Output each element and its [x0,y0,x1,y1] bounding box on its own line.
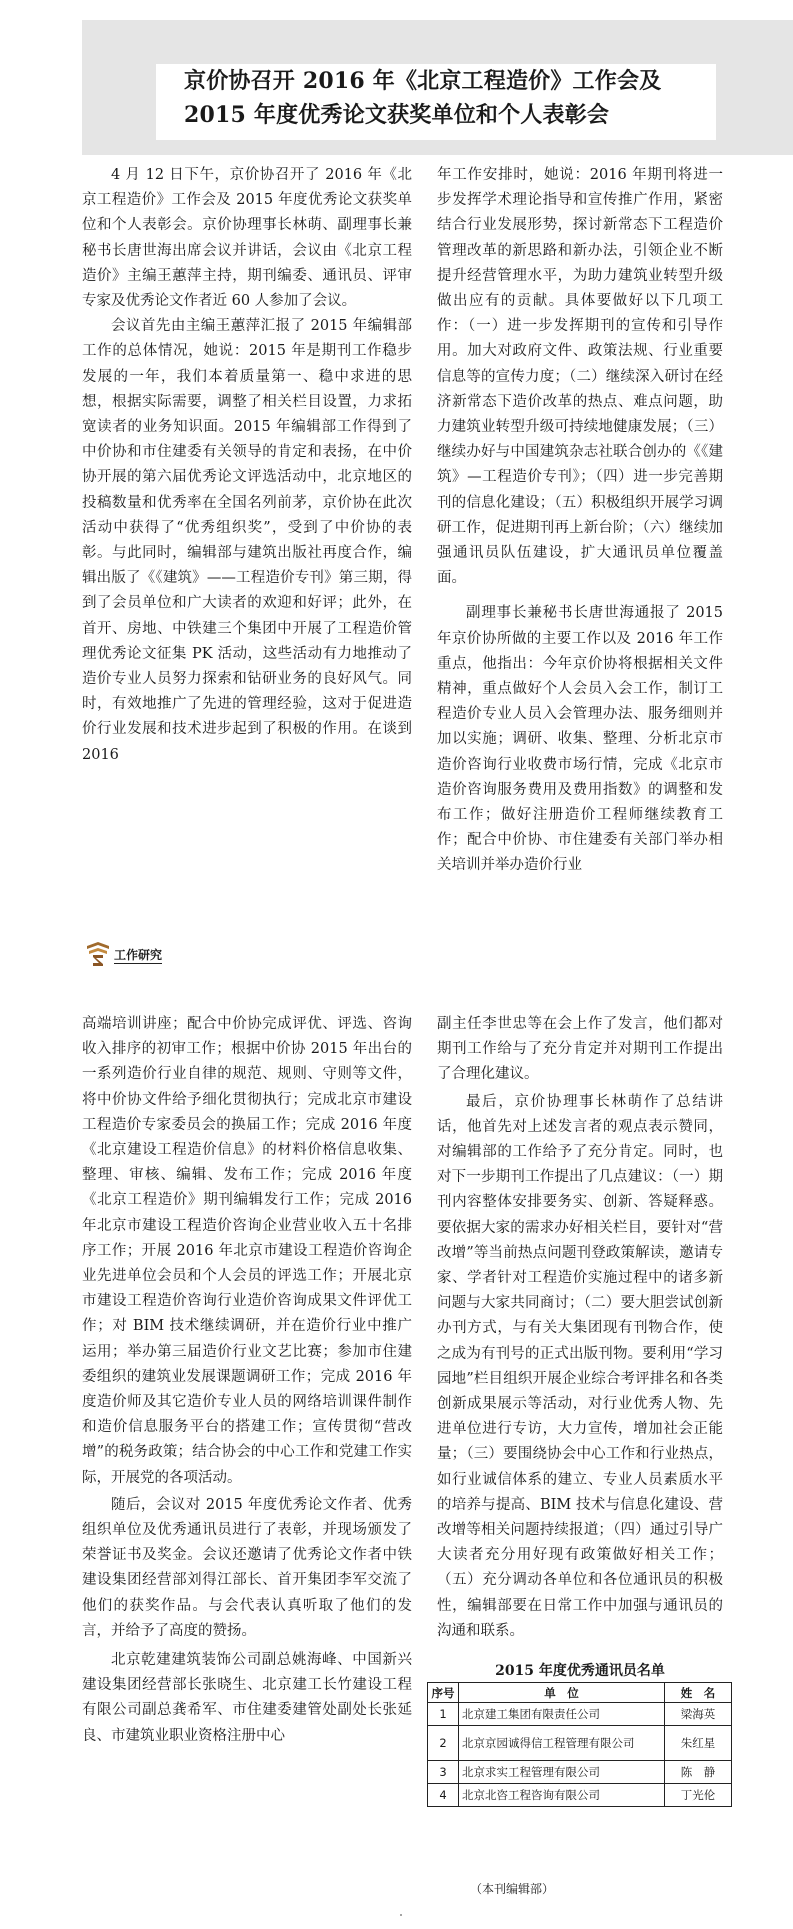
title-line-2: 2015 年度优秀论文获奖单位和个人表彰会 [184,102,610,128]
body-column-bottom-right [437,1012,723,1644]
paragraph: 高端培训讲座；配合中价协完成评优、评选、咨询收入排序的初审工作；根据中价协 2015 年出台的一系列造价行业自律的规范、规则、守则等文件，将中价协文件给予细化贯彻执行；完成北京市建设工程造价专家委员会的换届工作；完成 2016 年度《北京建设工程造价信息》的材料价格信息收集、整理、审核、编辑、发布工作；完成 2016 年度《北京工程造价》期刊编辑发行工作；完成 2016 年北京市建设工程造价咨询企业营业收入五十名排序工作；开展 2016 年北京市建设工程造价咨询企业先进单位会员和个人会员的评选工作；开展北京市建设工程造价咨询行业造价咨询成果文件评优工作；对 BIM 技术继续调研，并在造价行业中推广运用；举办第三届造价行业文艺比赛；参加市住建委组织的建筑业发展课题调研工作；完成 2016 年度造价师及其它造价专业人员的网络培训课件制作和造价信息服务平台的搭建工作；宣传贯彻“营改增”的税务政策；结合协会的中心工作和党建工作实际，开展党的各项活动。 [82,1016,412,1486]
table-row [428,1784,732,1807]
row-name: 朱红星 [665,1726,732,1761]
section-label: 工作研究 [114,948,163,962]
table-row [428,1703,732,1726]
body-column-top-right [437,163,723,879]
column-header: 单 位 [459,1683,665,1703]
row-unit: 北京北咨工程咨询有限公司 [459,1784,665,1807]
article-title [156,64,716,140]
table-row [428,1761,732,1784]
row-number: 1 [428,1703,459,1726]
row-unit: 北京求实工程管理有限公司 [459,1761,665,1784]
column-header: 姓 名 [665,1683,732,1703]
row-unit: 北京京园诚得信工程管理有限公司 [459,1726,665,1761]
page-dot [400,1914,402,1916]
title-line-1: 京价协召开 2016 年《北京工程造价》工作会及 [184,68,662,94]
row-name: 陈 静 [665,1761,732,1784]
table-row [428,1726,732,1761]
row-number: 3 [428,1761,459,1784]
logo-emblem-icon [84,940,112,968]
row-number: 2 [428,1726,459,1761]
body-column-top-left [82,163,412,768]
paragraph: 副理事长兼秘书长唐世海通报了 2015 年京价协所做的主要工作以及 2016 年工作重点，他指出：今年京价协将根据相关文件精神，重点做好个人会员入会工作，制订工程造价专业人员入会管理办法、服务细则并加以实施；调研、收集、整理、分析北京市造价咨询行业收费市场行情，完成《北京市造价咨询服务费用及费用指数》的调整和发布工作；做好注册造价工程师继续教育工作；配合中价协、市住建委有关部门举办相关培训并举办造价行业 [437,605,723,874]
row-number: 4 [428,1784,459,1807]
paragraph: 副主任李世忠等在会上作了发言，他们都对期刊工作给与了充分肯定并对期刊工作提出了合理化建议。 [437,1016,723,1083]
paragraph: 最后，京价协理事长林萌作了总结讲话，他首先对上述发言者的观点表示赞同，对编辑部的工作给予了充分肯定。同时，也对下一步期刊工作提出了几点建议：（一）期刊内容整体安排要务实、创新、答疑释惑。要依据大家的需求办好相关栏目，要针对“营改增”等当前热点问题刊登政策解读，邀请专家、学者针对工程造价实施过程中的诸多新问题与大家共同商讨；（二）要大胆尝试创新办刊方式，与有关大集团现有刊物合作，使之成为有刊号的正式出版刊物。要利用“学习园地”栏目组织开展企业综合考评排名和各类创新成果展示等活动，对行业优秀人物、先进单位进行专访，大力宣传，增加社会正能量；（三）要围绕协会中心工作和行业热点，如行业诚信体系的建立、专业人员素质水平的培养与提高、BIM 技术与信息化建设、营改增等相关问题持续报道；（四）通过引导广大读者充分用好现有政策做好相关工作；（五）充分调动各单位和各位通讯员的积极性，编辑部要在日常工作中加强与通讯员的沟通和联系。 [437,1093,723,1639]
row-name: 丁光伦 [665,1784,732,1807]
row-name: 梁海英 [665,1703,732,1726]
editor-note: （本刊编辑部） [470,1882,555,1896]
correspondent-table [427,1682,732,1807]
body-column-bottom-left [82,1012,412,1749]
paragraph: 4 月 12 日下午，京价协召开了 2016 年《北京工程造价》工作会及 2015 年度优秀论文获奖单位和个人表彰会。京价协理事长林萌、副理事长兼秘书长唐世海出席会议并讲话，会议由《北京工程造价》主编王蕙萍主持，期刊编委、通讯员、评审专家及优秀论文作者近 60 人参加了会议。 [82,167,412,310]
paragraph: 年工作安排时，她说：2016 年期刊将进一步发挥学术理论指导和宣传推广作用，紧密结合行业发展形势，探讨新常态下工程造价管理改革的新思路和新办法，引领企业不断提升经营管理水平，为助力建筑业转型升级做出应有的贡献。具体要做好以下几项工作：（一）进一步发挥期刊的宣传和引导作用。加大对政府文件、政策法规、行业重要信息等的宣传力度；（二）继续深入研讨在经济新常态下造价改革的热点、难点问题，助力建筑业转型升级可持续地健康发展；（三）继续办好与中国建筑杂志社联合创办的《《建筑》—工程造价专刊》；（四）进一步完善期刊的信息化建设；（五）积极组织开展学习调研工作，促进期刊再上新台阶；（六）继续加强通讯员队伍建设，扩大通讯员单位覆盖面。 [437,167,723,587]
table-header-row [428,1683,732,1703]
row-unit: 北京建工集团有限责任公司 [459,1703,665,1726]
paragraph: 会议首先由主编王蕙萍汇报了 2015 年编辑部工作的总体情况，她说：2015 年是期刊工作稳步发展的一年，我们本着质量第一、稳中求进的思想，根据实际需要，调整了相关栏目设置，力求拓宽读者的业务知识面。2015 年编辑部工作得到了中价协和市住建委有关领导的肯定和表扬，在中价协开展的第六届优秀论文评选活动中，北京地区的投稿数量和优秀率在全国名列前茅，京价协在此次活动中获得了“优秀组织奖”，受到了中价协的表彰。与此同时，编辑部与建筑出版社再度合作，编辑出版了《《建筑》——工程造价专刊》第三期，得到了会员单位和广大读者的欢迎和好评；此外，在首开、房地、中铁建三个集团中开展了工程造价管理优秀论文征集 PK 活动，这些活动有力地推动了造价专业人员努力探索和钻研业务的良好风气。同时，有效地推广了先进的管理经验，这对于促进造价行业发展和技术进步起到了积极的作用。在谈到 2016 [82,318,412,763]
paragraph: 随后，会议对 2015 年度优秀论文作者、优秀组织单位及优秀通讯员进行了表彰，并现场颁发了荣誉证书及奖金。会议还邀请了优秀论文作者中铁建设集团经营部刘得江部长、首开集团李军交流了他们的获奖作品。与会代表认真听取了他们的发言，并给予了高度的赞扬。 [82,1496,412,1639]
table-title: 2015 年度优秀通讯员名单 [495,1663,665,1679]
paragraph: 北京乾建建筑装饰公司副总姚海峰、中国新兴建设集团经营部长张晓生、北京建工长竹建设工程有限公司副总龚希军、市住建委建管处副处长张延良、市建筑业职业资格注册中心 [82,1652,412,1744]
column-header: 序号 [428,1683,459,1703]
